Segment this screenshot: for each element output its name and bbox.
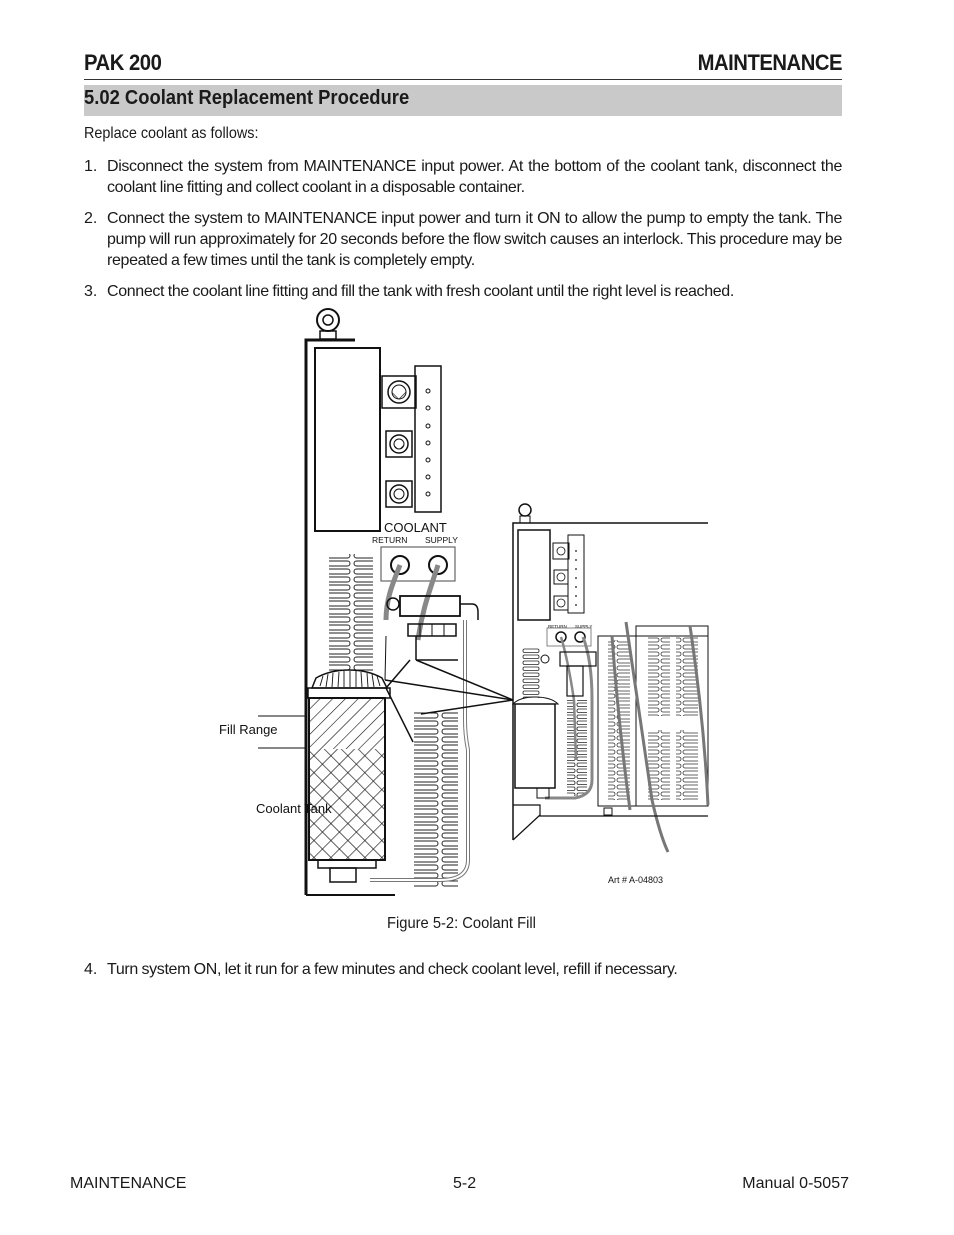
footer-chapter: MAINTENANCE	[70, 1175, 187, 1192]
step-number: 2.	[84, 210, 98, 227]
step-text: Connect the coolant line fitting and fill the tank with fresh coolant until the right level is reached.	[107, 283, 734, 300]
step-number: 4.	[84, 961, 98, 978]
section-title: 5.02 Coolant Replacement Procedure	[84, 87, 410, 109]
step-text: Disconnect the system from MAINTENANCE input power. At the bottom of the coolant tank, disconnect the coolant line fitting and collect coolant in a disposable container.	[107, 158, 842, 196]
small-supply-label: SUPPLY	[575, 624, 593, 629]
intro-text: Replace coolant as follows:	[84, 125, 259, 142]
small-return-label: RETURN	[548, 624, 567, 629]
header-divider	[84, 79, 842, 80]
step-text: Connect the system to MAINTENANCE input power and turn it ON to allow the pump to empty the tank. The pump will run approximately for 20 seconds before the flow switch causes an interlock. This procedure may be repeated a few times until the tank is completely empty.	[107, 210, 842, 269]
step-4	[84, 959, 842, 980]
header-chapter: MAINTENANCE	[697, 50, 842, 75]
fill-range-label: Fill Range	[219, 722, 278, 737]
art-number: Art # A-04803	[608, 875, 664, 885]
small-unit-drawing	[513, 504, 708, 852]
return-label: RETURN	[372, 535, 408, 545]
figure-caption: Figure 5-2: Coolant Fill	[387, 915, 536, 932]
header-product: PAK 200	[84, 50, 162, 75]
step-2	[84, 208, 842, 271]
footer-page-number: 5-2	[453, 1175, 477, 1192]
supply-label: SUPPLY	[425, 535, 458, 545]
step-number: 1.	[84, 158, 98, 175]
step-1	[84, 156, 842, 198]
coolant-label: COOLANT	[384, 520, 447, 535]
step-3	[84, 281, 842, 302]
coolant-tank-label: Coolant Tank	[256, 801, 332, 816]
footer-manual-number: Manual 0-5057	[742, 1175, 849, 1192]
coolant-fill-figure	[200, 304, 740, 904]
step-text: Turn system ON, let it run for a few minutes and check coolant level, refill if necessary.	[107, 961, 678, 978]
step-number: 3.	[84, 283, 98, 300]
